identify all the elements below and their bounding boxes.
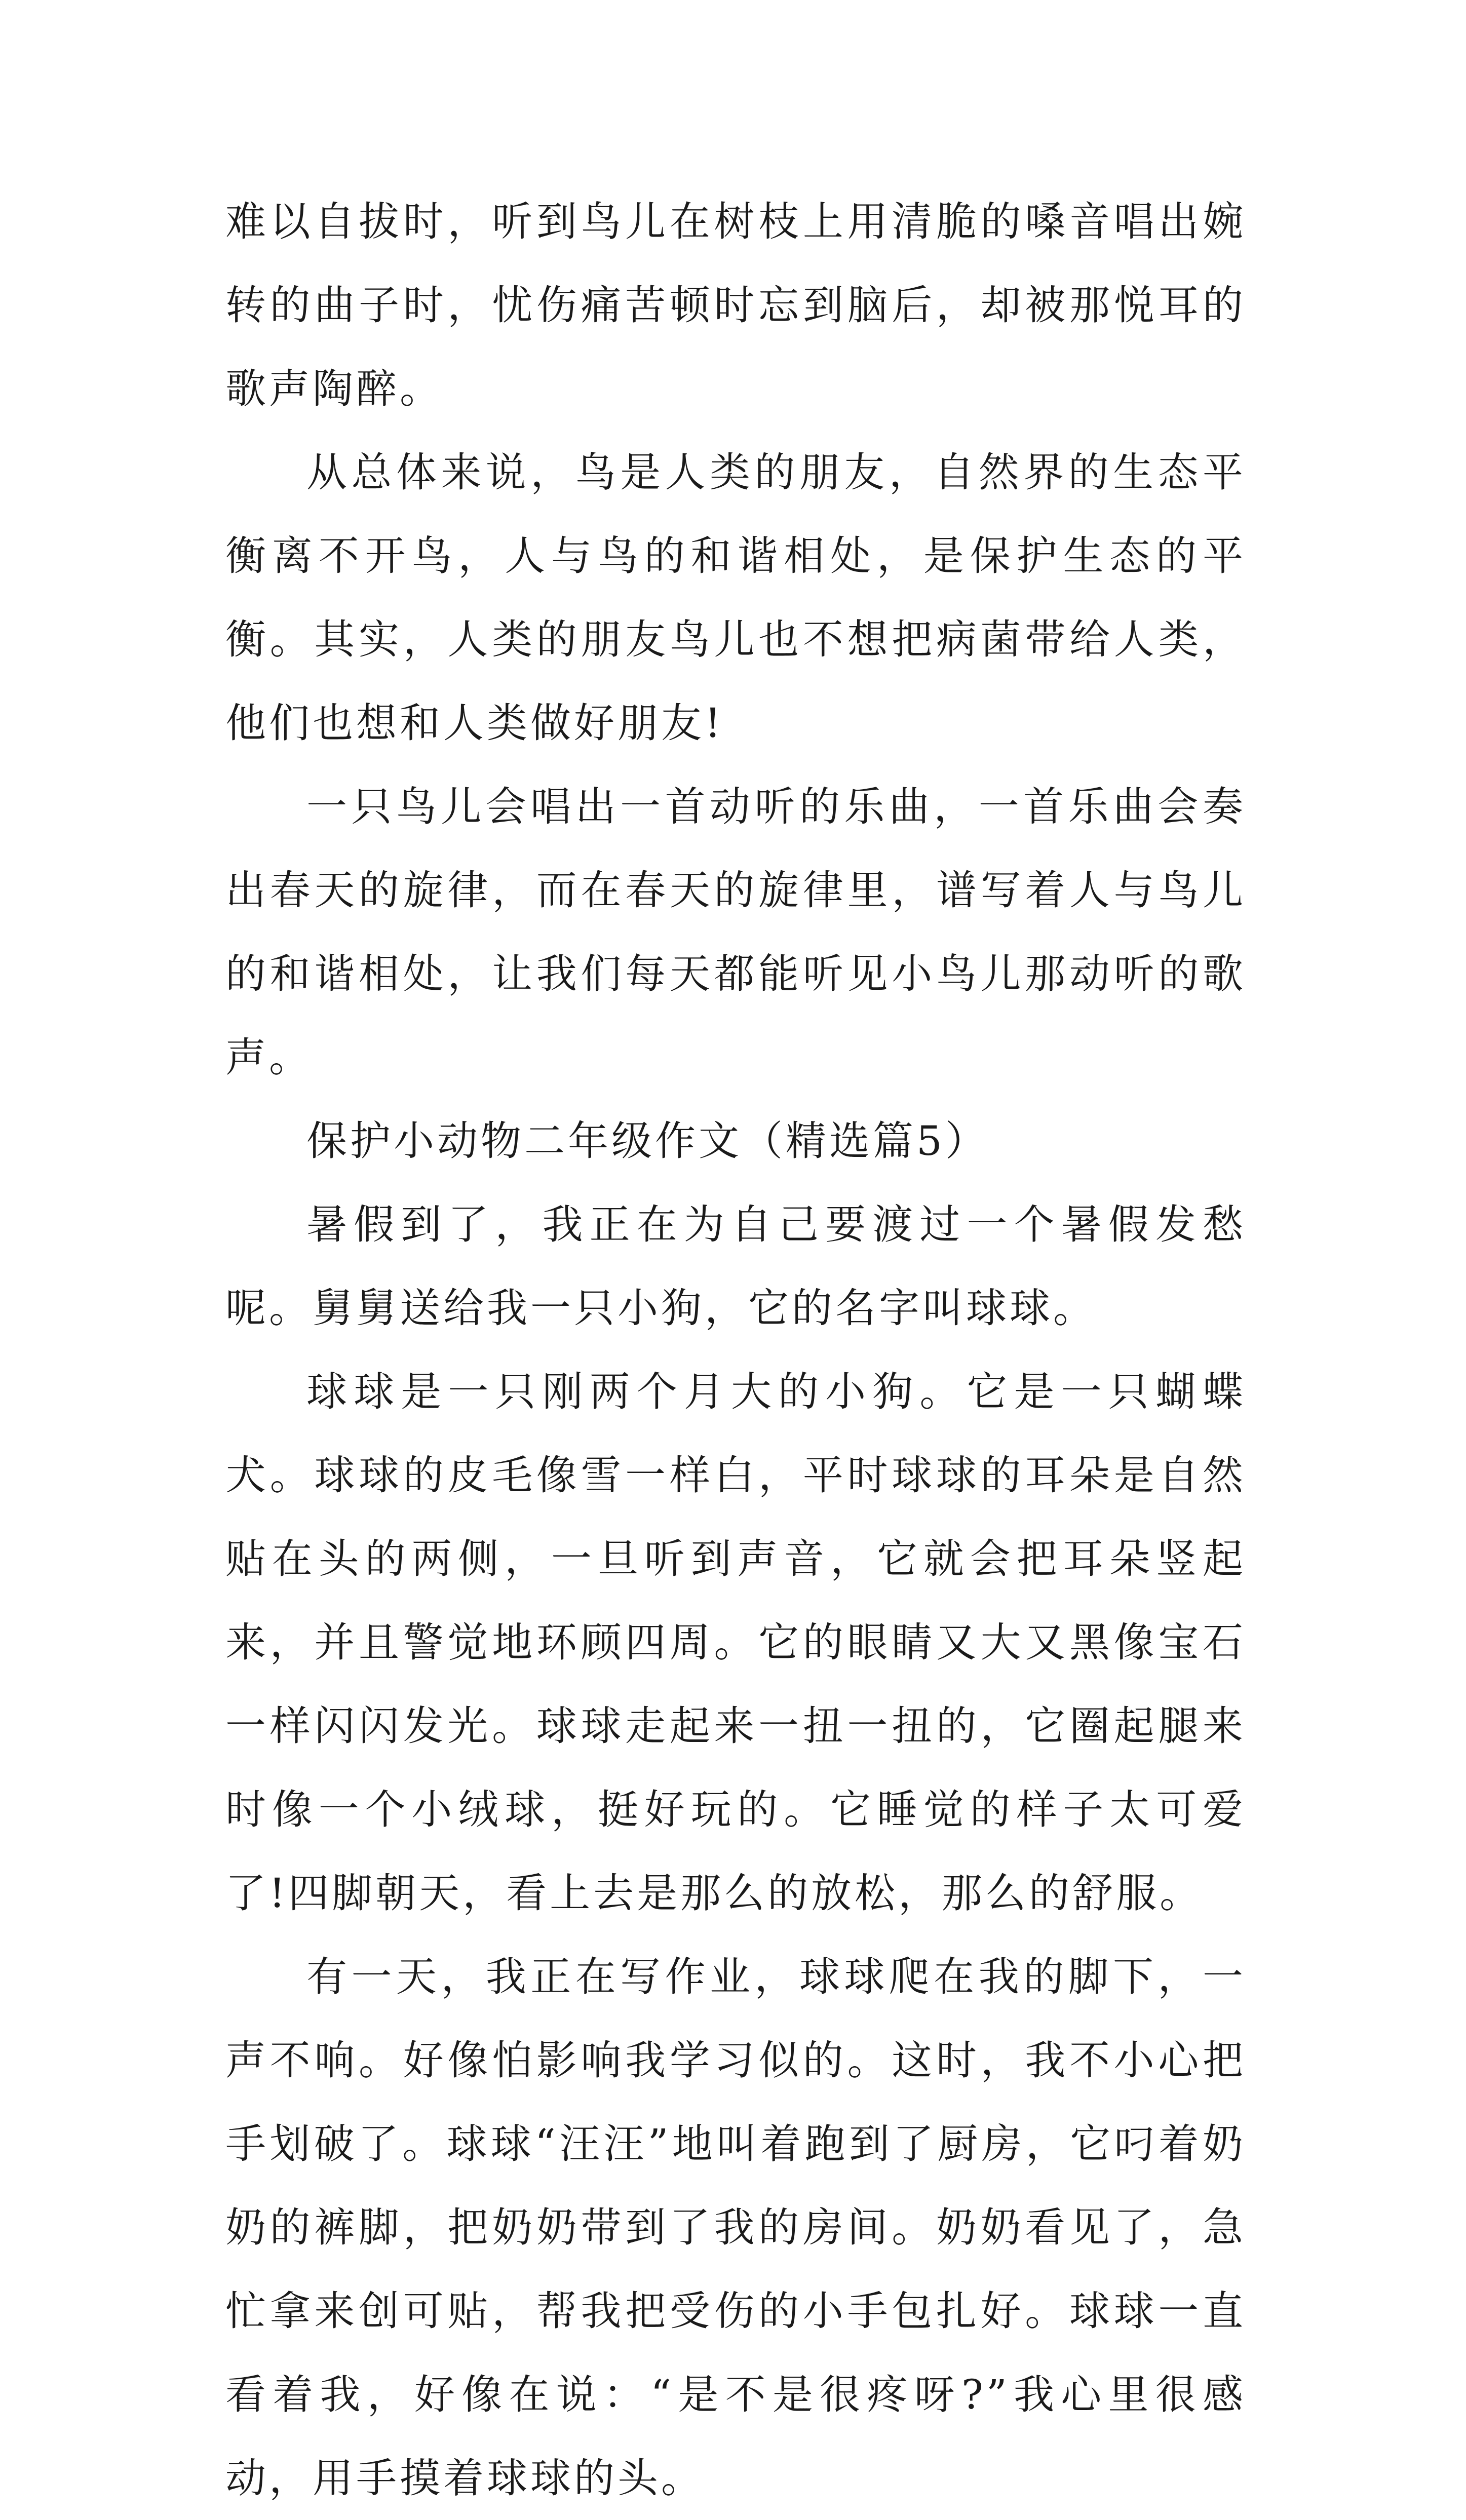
paragraph: 从总体来说，鸟是人类的朋友，自然界的生态平衡离不开鸟，人与鸟的和谐相处，是保护生态的平衡。其实，人类的朋友鸟儿也不想把病菌带给人类，他们也想和人类做好朋友! [225, 449, 1246, 747]
paragraph: 球球是一只刚两个月大的小狗。它是一只蝴蝶犬。球球的皮毛像雪一样白，平时球球的耳朵是自然贴在头的两侧，一旦听到声音，它就会把耳朵竖起来，并且警觉地环顾四周。它的眼睛又大又黑像宝石一样闪闪发光。球球走起来一扭一扭的，它圈起腿来时像一个小绒球，挺好玩的。它睡觉的样子太可爱了!四脚朝天，看上去是那么的放松，那么的舒服。 [225, 1368, 1246, 1917]
paragraph-continuation: 难以自拔时，听到鸟儿在树枝上用清脆的嗓音唱出婉转的曲子时，忧伤痛苦顿时忘到脑后，却被那悦耳的歌声陶醉。 [225, 198, 1246, 412]
document-body [225, 180, 1246, 2520]
paragraph: 暑假到了，我正在为自己要渡过一个暑假发愁呢。舅舅送给我一只小狗，它的名字叫球球。 [225, 1201, 1246, 1332]
paragraph: 一只鸟儿会唱出一首动听的乐曲，一首乐曲会奏出春天的旋律，而在春天的旋律里，谱写着人与鸟儿的和谐相处，让我们每天都能听见小鸟儿那动听的歌声。 [225, 783, 1246, 1081]
paragraph: 有一天，我正在写作业，球球爬在我的脚下，一声不响。好像怕影响我学习似的。这时，我不小心把手划破了。球球“汪汪”地叫着跑到了厨房，它叼着奶奶的裤脚，把奶奶带到了我的房间。奶奶看见了，急忙拿来创可贴，帮我把受伤的小手包扎好。球球一直看着我，好像在说：“是不是很疼呀?”我心里很感动，用手摸着球球的头。 [225, 1953, 1246, 2502]
section-heading: 保护小动物二年级作文（精选篇5） [306, 1117, 989, 1165]
